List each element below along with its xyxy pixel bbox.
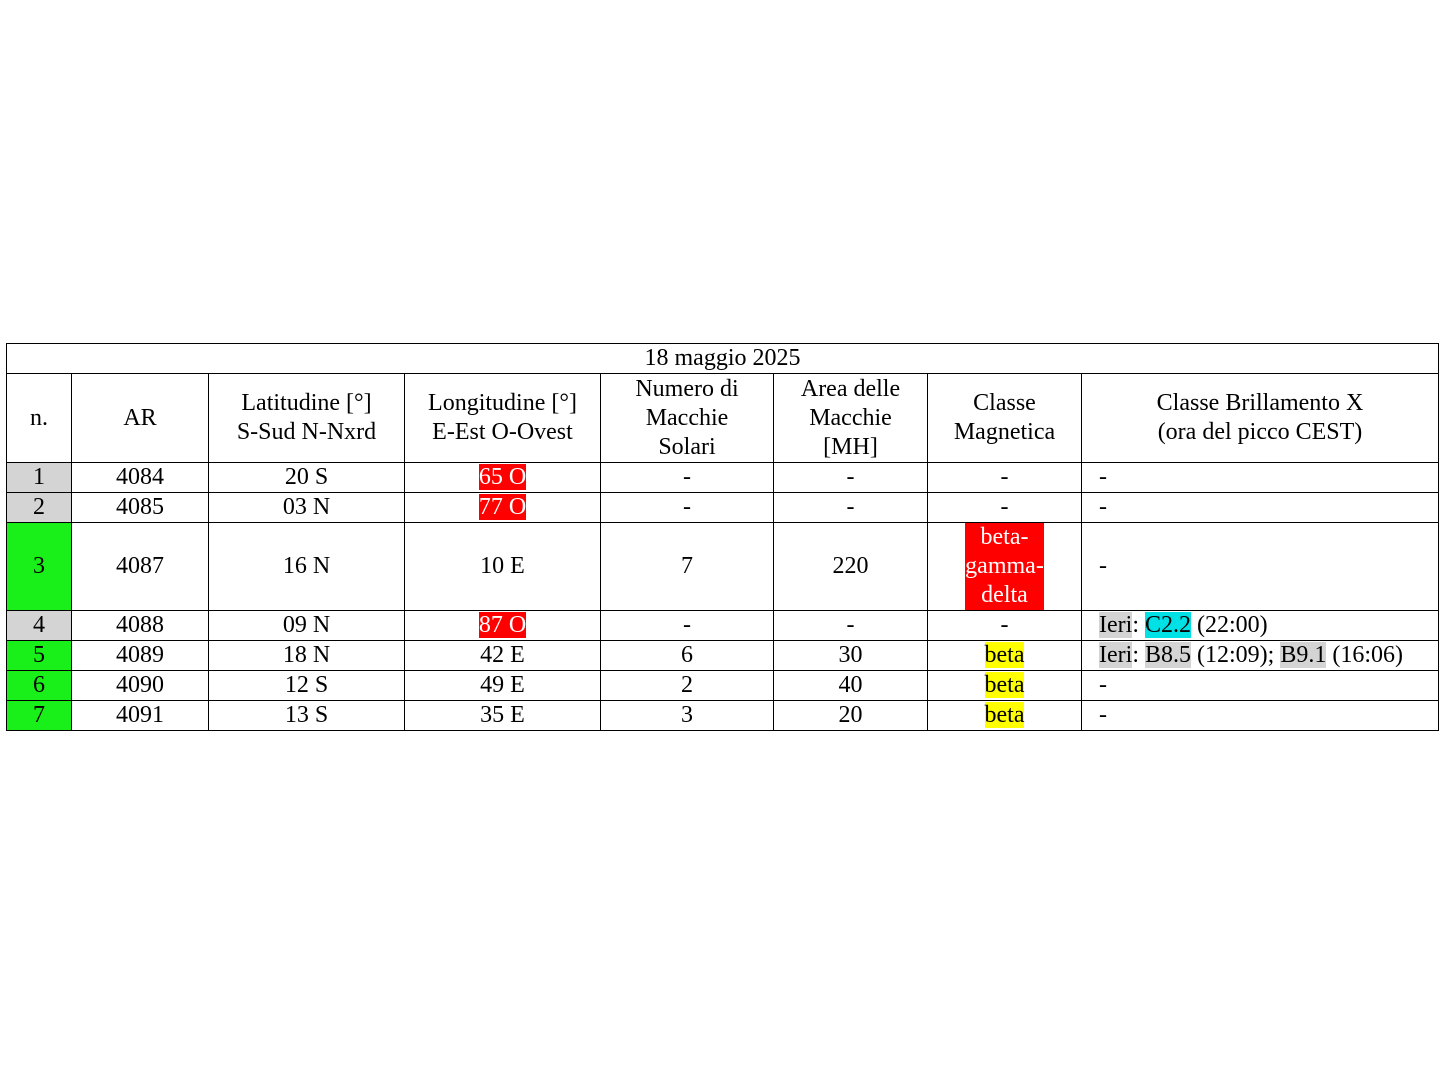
flare-time: (16:06) <box>1326 642 1403 668</box>
row-magnetic-class <box>928 701 1082 731</box>
row-spot-area: 30 <box>774 641 928 671</box>
header-magnetic-class-line1: Classe <box>973 390 1036 416</box>
row-ar: 4084 <box>72 463 209 493</box>
header-n: n. <box>7 374 72 463</box>
row-longitude: 49 E <box>405 671 601 701</box>
magnetic-class-part2: gamma- <box>965 553 1044 579</box>
header-spot-area-line1: Area delle <box>800 375 901 402</box>
table-row <box>7 493 1439 523</box>
row-flare: - <box>1082 493 1439 523</box>
row-spot-count: 3 <box>601 701 774 731</box>
magnetic-class-highlight <box>965 523 1044 610</box>
row-latitude: 18 N <box>209 641 405 671</box>
row-spot-area: 220 <box>774 523 928 611</box>
flare-prefix: Ieri <box>1099 642 1133 668</box>
row-spot-count: 2 <box>601 671 774 701</box>
header-spot-count-line2: Macchie <box>645 404 729 431</box>
magnetic-class-highlight: beta <box>984 642 1025 668</box>
sunspot-report <box>6 343 1438 731</box>
longitude-highlight: 87 O <box>478 612 527 638</box>
magnetic-class-highlight: beta <box>984 702 1025 728</box>
header-latitude-line1: Latitudine [°] <box>241 390 372 416</box>
row-magnetic-class <box>928 641 1082 671</box>
row-spot-count: - <box>601 493 774 523</box>
row-ar: 4087 <box>72 523 209 611</box>
header-longitude <box>405 374 601 463</box>
row-longitude: 42 E <box>405 641 601 671</box>
flare-time: (22:00) <box>1191 612 1268 638</box>
header-longitude-line2: E-Est O-Ovest <box>432 419 573 445</box>
active-regions-table <box>6 343 1439 731</box>
flare-class: C2.2 <box>1144 612 1191 638</box>
title-row <box>7 344 1439 374</box>
row-magnetic-class: - <box>928 493 1082 523</box>
row-flare <box>1082 611 1439 641</box>
magnetic-class-part1: beta- <box>980 524 1029 550</box>
row-index: 1 <box>7 463 72 493</box>
longitude-highlight: 77 O <box>478 494 527 520</box>
row-spot-area: 20 <box>774 701 928 731</box>
row-flare: - <box>1082 701 1439 731</box>
row-longitude <box>405 463 601 493</box>
row-index: 3 <box>7 523 72 611</box>
header-spot-area <box>774 374 928 463</box>
row-spot-count: 6 <box>601 641 774 671</box>
table-row <box>7 701 1439 731</box>
header-flare-class <box>1082 374 1439 463</box>
row-latitude: 12 S <box>209 671 405 701</box>
row-latitude: 13 S <box>209 701 405 731</box>
row-ar: 4090 <box>72 671 209 701</box>
row-flare: - <box>1082 463 1439 493</box>
row-latitude: 20 S <box>209 463 405 493</box>
row-magnetic-class <box>928 671 1082 701</box>
row-spot-area: - <box>774 611 928 641</box>
row-longitude <box>405 493 601 523</box>
row-spot-count: 7 <box>601 523 774 611</box>
row-longitude: 10 E <box>405 523 601 611</box>
flare-separator: : <box>1132 642 1145 668</box>
row-latitude: 16 N <box>209 523 405 611</box>
row-index: 2 <box>7 493 72 523</box>
row-latitude: 09 N <box>209 611 405 641</box>
row-flare: - <box>1082 671 1439 701</box>
row-longitude: 35 E <box>405 701 601 731</box>
header-spot-count <box>601 374 774 463</box>
row-flare <box>1082 641 1439 671</box>
row-spot-count: - <box>601 463 774 493</box>
table-title: 18 maggio 2025 <box>7 344 1439 374</box>
flare-time: (12:09); <box>1191 642 1281 668</box>
row-magnetic-class: - <box>928 611 1082 641</box>
header-spot-count-line3: Solari <box>658 433 716 460</box>
header-magnetic-class-line2: Magnetica <box>953 419 1056 445</box>
row-longitude <box>405 611 601 641</box>
row-spot-area: - <box>774 493 928 523</box>
header-spot-area-line2: Macchie <box>809 404 892 431</box>
header-flare-class-line2: (ora del picco CEST) <box>1157 419 1363 445</box>
row-index: 5 <box>7 641 72 671</box>
row-flare: - <box>1082 523 1439 611</box>
row-spot-area: 40 <box>774 671 928 701</box>
row-spot-count: - <box>601 611 774 641</box>
longitude-highlight: 65 O <box>478 464 527 490</box>
header-longitude-line1: Longitudine [°] <box>428 390 577 416</box>
header-spot-area-line3: [MH] <box>823 433 878 460</box>
header-ar: AR <box>72 374 209 463</box>
row-magnetic-class: - <box>928 463 1082 493</box>
header-magnetic-class <box>928 374 1082 463</box>
row-spot-area: - <box>774 463 928 493</box>
row-magnetic-class <box>928 523 1082 611</box>
header-spot-count-line1: Numero di <box>635 375 739 402</box>
row-index: 7 <box>7 701 72 731</box>
magnetic-class-highlight: beta <box>984 672 1025 698</box>
flare-separator: : <box>1132 612 1145 638</box>
table-row <box>7 523 1439 611</box>
header-latitude <box>209 374 405 463</box>
magnetic-class-part3: delta <box>981 582 1028 608</box>
row-ar: 4088 <box>72 611 209 641</box>
header-latitude-line2: S-Sud N-Nxrd <box>236 419 377 445</box>
table-row <box>7 671 1439 701</box>
table-row <box>7 641 1439 671</box>
flare-prefix: Ieri <box>1099 612 1133 638</box>
header-flare-class-line1: Classe Brillamento X <box>1156 390 1364 416</box>
row-ar: 4091 <box>72 701 209 731</box>
row-index: 4 <box>7 611 72 641</box>
table-row <box>7 611 1439 641</box>
row-index: 6 <box>7 671 72 701</box>
row-ar: 4085 <box>72 493 209 523</box>
header-row <box>7 374 1439 463</box>
flare-class: B9.1 <box>1280 642 1327 668</box>
row-latitude: 03 N <box>209 493 405 523</box>
table-row <box>7 463 1439 493</box>
row-ar: 4089 <box>72 641 209 671</box>
flare-class: B8.5 <box>1144 642 1191 668</box>
